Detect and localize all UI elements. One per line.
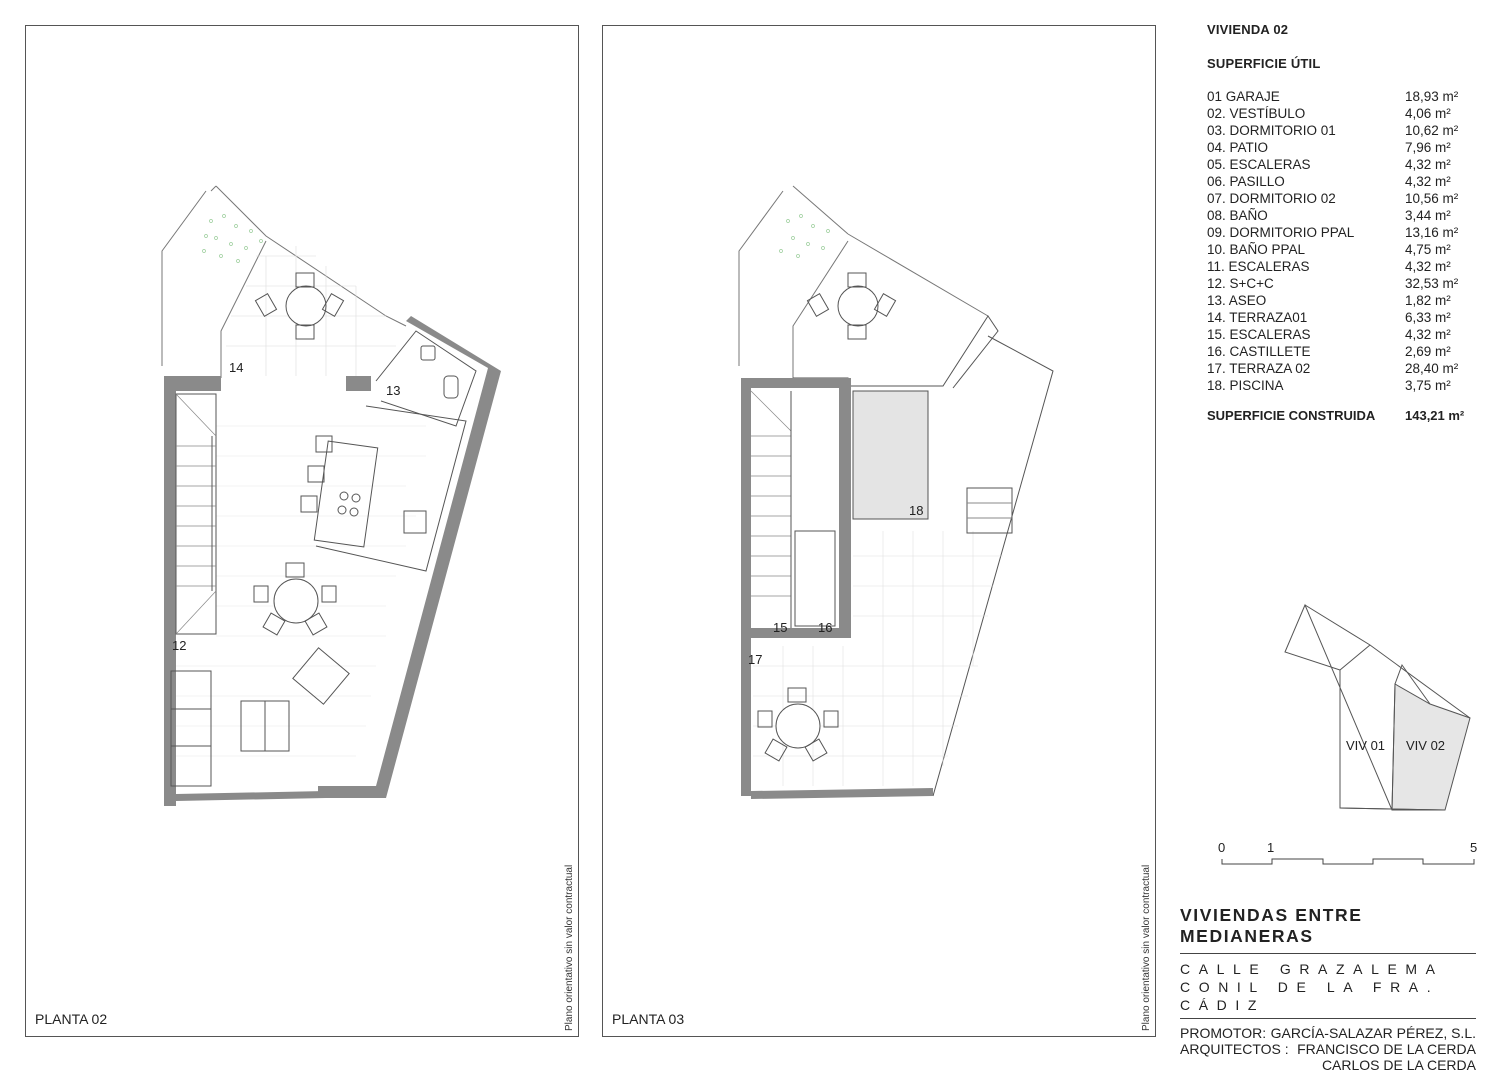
legend-row-value: 10,56 m²	[1405, 191, 1459, 206]
legend-row	[1207, 275, 1477, 292]
scale-tick-0: 0	[1218, 840, 1226, 855]
legend-row-value: 1,82 m²	[1405, 293, 1451, 308]
legend-row	[1207, 241, 1477, 258]
promotor-label: PROMOTOR:	[1180, 1025, 1267, 1041]
legend-row-value: 7,96 m²	[1405, 140, 1451, 155]
legend-row-name: 05. ESCALERAS	[1207, 157, 1311, 172]
floor-plan-02	[26, 26, 578, 1036]
legend-row-name: 09. DORMITORIO PPAL	[1207, 225, 1355, 240]
room-number-17: 17	[748, 652, 763, 667]
legend-row	[1207, 258, 1477, 275]
legend-row	[1207, 377, 1477, 394]
address-line-1: CALLE GRAZALEMA	[1180, 961, 1444, 977]
scale-bar-graphic	[1218, 856, 1478, 886]
legend-row	[1207, 343, 1477, 360]
legend-total	[1207, 408, 1477, 423]
arquitecto-2: CARLOS DE LA CERDA	[1321, 1057, 1476, 1073]
disclaimer-note: Plano orientativo sin valor contractual	[564, 864, 575, 1031]
legend-row-name: 13. ASEO	[1207, 293, 1267, 308]
legend-row-name: 03. DORMITORIO 01	[1207, 123, 1336, 138]
legend-row-name: 02. VESTÍBULO	[1207, 106, 1306, 121]
legend-row-name: 06. PASILLO	[1207, 174, 1285, 189]
legend-row	[1207, 122, 1477, 139]
legend-row-name: 11. ESCALERAS	[1207, 259, 1310, 274]
room-number-12: 12	[172, 638, 187, 653]
legend-row	[1207, 139, 1477, 156]
surface-legend	[1207, 22, 1477, 423]
plan-label-planta-02: PLANTA 02	[35, 1011, 108, 1027]
legend-row	[1207, 88, 1477, 105]
legend-row-value: 13,16 m²	[1405, 225, 1459, 240]
room-number-18: 18	[909, 503, 924, 518]
legend-row-value: 10,62 m²	[1405, 123, 1459, 138]
legend-row-name: 14. TERRAZA01	[1207, 310, 1308, 325]
legend-row-value: 3,44 m²	[1405, 208, 1451, 223]
key-label-viv-02: VIV 02	[1406, 738, 1446, 753]
legend-row-name: 16. CASTILLETE	[1207, 344, 1311, 359]
legend-row-value: 18,93 m²	[1405, 89, 1459, 104]
legend-row-value: 4,32 m²	[1405, 157, 1451, 172]
legend-row	[1207, 173, 1477, 190]
legend-row-value: 6,33 m²	[1405, 310, 1451, 325]
legend-title: VIVIENDA 02	[1207, 22, 1289, 37]
sheet-planta-02	[25, 25, 579, 1037]
legend-row-value: 4,32 m²	[1405, 327, 1451, 342]
address-line-2: CONIL DE LA FRA. CÁDIZ	[1180, 979, 1440, 1013]
legend-row-name: 08. BAÑO	[1207, 208, 1268, 223]
plan-label-planta-03: PLANTA 03	[612, 1011, 685, 1027]
legend-row-value: 4,75 m²	[1405, 242, 1451, 257]
legend-row	[1207, 309, 1477, 326]
key-label-viv-01: VIV 01	[1346, 738, 1386, 753]
scale-tick-1: 1	[1267, 840, 1275, 855]
legend-row-value: 3,75 m²	[1405, 378, 1451, 393]
total-label: SUPERFICIE CONSTRUIDA	[1207, 408, 1376, 423]
legend-rows	[1207, 88, 1477, 394]
legend-row	[1207, 190, 1477, 207]
legend-row-value: 28,40 m²	[1405, 361, 1459, 376]
total-value: 143,21 m²	[1405, 408, 1465, 423]
legend-row	[1207, 360, 1477, 377]
project-title: VIVIENDAS ENTRE MEDIANERAS	[1180, 905, 1363, 946]
room-number-15: 15	[773, 620, 788, 635]
sheet-planta-03	[602, 25, 1156, 1037]
legend-row	[1207, 326, 1477, 343]
legend-row-name: 12. S+C+C	[1207, 276, 1274, 291]
legend-row	[1207, 207, 1477, 224]
key-map	[1280, 600, 1480, 825]
legend-row-value: 4,32 m²	[1405, 259, 1451, 274]
legend-row-name: 01 GARAJE	[1207, 89, 1280, 104]
legend-row	[1207, 105, 1477, 122]
arquitecto-1: FRANCISCO DE LA CERDA	[1297, 1041, 1476, 1057]
room-number-13: 13	[386, 383, 401, 398]
title-block	[1180, 905, 1476, 1073]
legend-row-name: 18. PISCINA	[1207, 378, 1284, 393]
legend-row	[1207, 292, 1477, 309]
room-number-16: 16	[818, 620, 833, 635]
legend-row-name: 04. PATIO	[1207, 140, 1269, 155]
legend-row-value: 32,53 m²	[1405, 276, 1459, 291]
scale-tick-5: 5	[1470, 840, 1478, 855]
promotor-value: GARCÍA-SALAZAR PÉREZ, S.L.	[1270, 1025, 1476, 1041]
arquitectos-label: ARQUITECTOS :	[1180, 1041, 1289, 1057]
legend-row-value: 2,69 m²	[1405, 344, 1451, 359]
legend-row-value: 4,32 m²	[1405, 174, 1451, 189]
disclaimer-note: Plano orientativo sin valor contractual	[1141, 864, 1152, 1031]
legend-subtitle: SUPERFICIE ÚTIL	[1207, 56, 1321, 71]
legend-row-value: 4,06 m²	[1405, 106, 1451, 121]
legend-row-name: 10. BAÑO PPAL	[1207, 242, 1306, 257]
legend-row-name: 15. ESCALERAS	[1207, 327, 1311, 342]
key-map-outline	[1280, 600, 1480, 820]
floor-plan-03	[603, 26, 1155, 1036]
legend-row-name: 07. DORMITORIO 02	[1207, 191, 1336, 206]
room-number-14: 14	[229, 360, 244, 375]
legend-row	[1207, 156, 1477, 173]
legend-row-name: 17. TERRAZA 02	[1207, 361, 1311, 376]
legend-row	[1207, 224, 1477, 241]
